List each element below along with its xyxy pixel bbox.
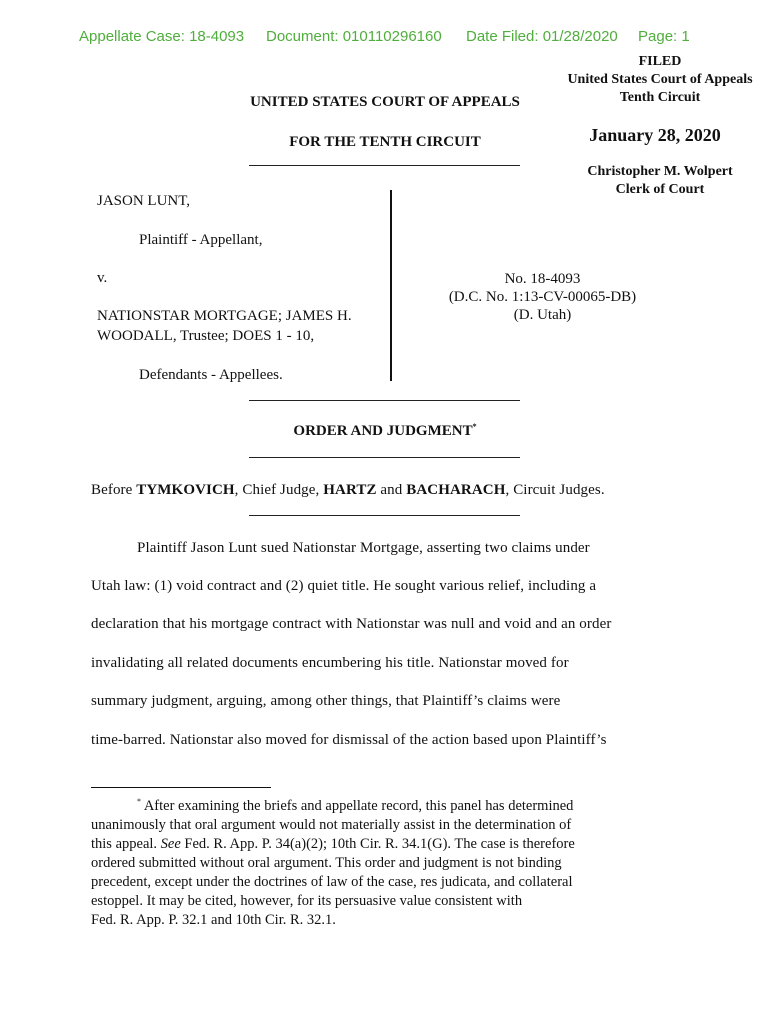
divider-rule xyxy=(249,400,520,401)
body-paragraph-line: invalidating all related documents encumbering his title. Nationstar moved for xyxy=(91,655,569,671)
defendants-line-1: NATIONSTAR MORTGAGE; JAMES H. xyxy=(97,308,352,324)
judge-hartz: HARTZ xyxy=(323,482,377,498)
court-name: UNITED STATES COURT OF APPEALS xyxy=(250,94,520,110)
header-case-number: Appellate Case: 18-4093 xyxy=(79,28,245,45)
clerk-title: Clerk of Court xyxy=(615,182,705,197)
header-document-number: Document: 010110296160 xyxy=(266,28,442,45)
body-paragraph-line: summary judgment, arguing, among other things, that Plaintiff’s claims were xyxy=(91,693,561,709)
plaintiff-name: JASON LUNT, xyxy=(97,193,191,209)
plaintiff-role: Plaintiff - Appellant, xyxy=(139,232,263,248)
footnote-line: precedent, except under the doctrines of law of the case, res judicata, and collateral xyxy=(91,874,573,890)
footnote-mark: * xyxy=(137,797,141,807)
district-court: (D. Utah) xyxy=(513,307,572,323)
header-page-number: Page: 1 xyxy=(638,28,690,45)
body-paragraph-line: Plaintiff Jason Lunt sued Nationstar Mortgage, asserting two claims under xyxy=(137,540,590,556)
caption-divider xyxy=(390,190,392,381)
footnote-line: ordered submitted without oral argument. This order and judgment is not binding xyxy=(91,855,562,871)
footnote-line: this appeal. See Fed. R. App. P. 34(a)(2); 10th Cir. R. 34.1(G). The case is therefore xyxy=(91,836,575,852)
order-title: ORDER AND JUDGMENT* xyxy=(293,422,477,439)
district-case-number: (D.C. No. 1:13-CV-00065-DB) xyxy=(448,289,637,305)
footnote-line: * After examining the briefs and appellate record, this panel has determined xyxy=(137,797,574,814)
filed-circuit: Tenth Circuit xyxy=(619,90,701,105)
filed-label: FILED xyxy=(638,54,682,69)
divider-rule xyxy=(249,457,520,458)
versus: v. xyxy=(97,270,108,286)
footnote-line: Fed. R. App. P. 32.1 and 10th Cir. R. 32.1. xyxy=(91,912,336,928)
body-paragraph-line: declaration that his mortgage contract with Nationstar was null and void and an order xyxy=(91,616,612,632)
header-date-filed: Date Filed: 01/28/2020 xyxy=(466,28,618,45)
filed-date: January 28, 2020 xyxy=(589,125,721,145)
divider-rule xyxy=(249,165,520,166)
clerk-name: Christopher M. Wolpert xyxy=(587,164,733,179)
footnote-line: unanimously that oral argument would not materially assist in the determination of xyxy=(91,817,572,833)
case-number: No. 18-4093 xyxy=(504,271,581,287)
footnote-reference: * xyxy=(472,422,477,431)
court-circuit: FOR THE TENTH CIRCUIT xyxy=(289,134,481,150)
defendants-line-2: WOODALL, Trustee; DOES 1 - 10, xyxy=(97,328,315,344)
judge-tymkovich: TYMKOVICH xyxy=(136,482,235,498)
divider-rule xyxy=(249,515,520,516)
filed-court: United States Court of Appeals xyxy=(567,72,753,87)
body-paragraph-line: time-barred. Nationstar also moved for dismissal of the action based upon Plaintiff’s xyxy=(91,732,607,748)
body-paragraph-line: Utah law: (1) void contract and (2) quiet title. He sought various relief, including a xyxy=(91,578,597,594)
footnote-line: estoppel. It may be cited, however, for its persuasive value consistent with xyxy=(91,893,523,909)
footnote-rule xyxy=(91,787,271,788)
panel-line: Before TYMKOVICH, Chief Judge, HARTZ and BACHARACH, Circuit Judges. xyxy=(91,482,605,498)
defendants-role: Defendants - Appellees. xyxy=(139,367,283,383)
judge-bacharach: BACHARACH xyxy=(406,482,506,498)
